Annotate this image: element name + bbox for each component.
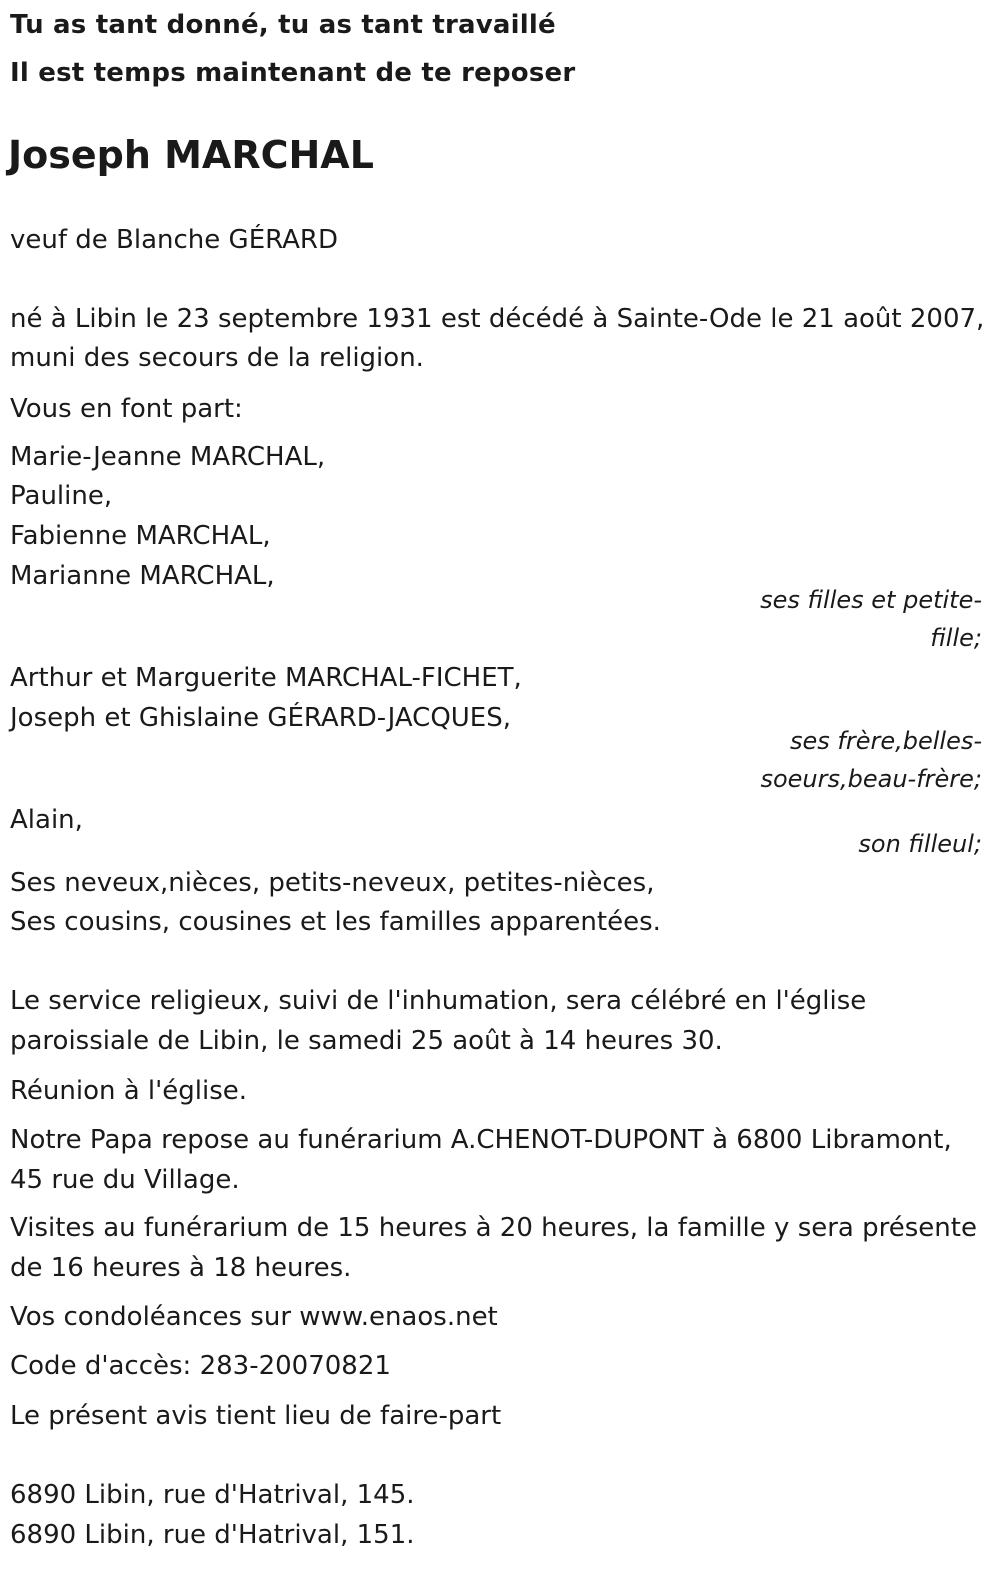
access-code-line: Code d'accès: 283-20070821 <box>10 1351 391 1381</box>
widower-line: veuf de Blanche GÉRARD <box>10 225 339 255</box>
meeting-line: Réunion à l'église. <box>10 1076 248 1106</box>
announcement-intro: Vous en font part: <box>10 394 243 424</box>
life-dates-line-1: né à Libin le 23 septembre 1931 est décédé à Sainte-Ode le 21 août 2007, <box>10 304 985 334</box>
sibling-names: Arthur et Marguerite MARCHAL-FICHET, <box>10 663 522 693</box>
visits-line-2: de 16 heures à 18 heures. <box>10 1253 352 1283</box>
visits-line-1: Visites au funérarium de 15 heures à 20 heures, la famille y sera présente <box>10 1213 977 1243</box>
godson-relation: son filleul; <box>858 830 982 858</box>
other-relatives-line: Ses cousins, cousines et les familles apparentées. <box>10 907 661 937</box>
epigraph-line-2: Il est temps maintenant de te reposer <box>10 58 576 88</box>
life-dates-line-2: muni des secours de la religion. <box>10 343 424 373</box>
epigraph-line-1: Tu as tant donné, tu as tant travaillé <box>10 10 556 40</box>
daughters-relation: ses filles et petite-fille; <box>760 586 982 652</box>
notice-line: Le présent avis tient lieu de faire-part <box>10 1401 502 1431</box>
service-line-1: Le service religieux, suivi de l'inhumation, sera célébré en l'église <box>10 986 867 1016</box>
address-line: 6890 Libin, rue d'Hatrival, 151. <box>10 1520 415 1550</box>
godson-name: Alain, <box>10 805 83 835</box>
service-line-2: paroissiale de Libin, le samedi 25 août à 14 heures 30. <box>10 1026 723 1056</box>
daughter-name: Marianne MARCHAL, <box>10 561 275 591</box>
daughter-name: Pauline, <box>10 481 113 511</box>
funeral-home-line-1: Notre Papa repose au funérarium A.CHENOT-DUPONT à 6800 Libramont, <box>10 1125 952 1155</box>
condolences-line: Vos condoléances sur www.enaos.net <box>10 1302 498 1332</box>
daughter-name: Fabienne MARCHAL, <box>10 521 271 551</box>
address-line: 6890 Libin, rue d'Hatrival, 145. <box>10 1480 415 1510</box>
other-relatives-line: Ses neveux,nièces, petits-neveux, petites-nièces, <box>10 868 655 898</box>
deceased-name: Joseph MARCHAL <box>8 133 374 177</box>
siblings-relation: ses frère,belles-soeurs,beau-frère; <box>760 727 982 793</box>
funeral-home-line-2: 45 rue du Village. <box>10 1165 240 1195</box>
sibling-names: Joseph et Ghislaine GÉRARD-JACQUES, <box>10 703 512 733</box>
daughter-name: Marie-Jeanne MARCHAL, <box>10 442 326 472</box>
